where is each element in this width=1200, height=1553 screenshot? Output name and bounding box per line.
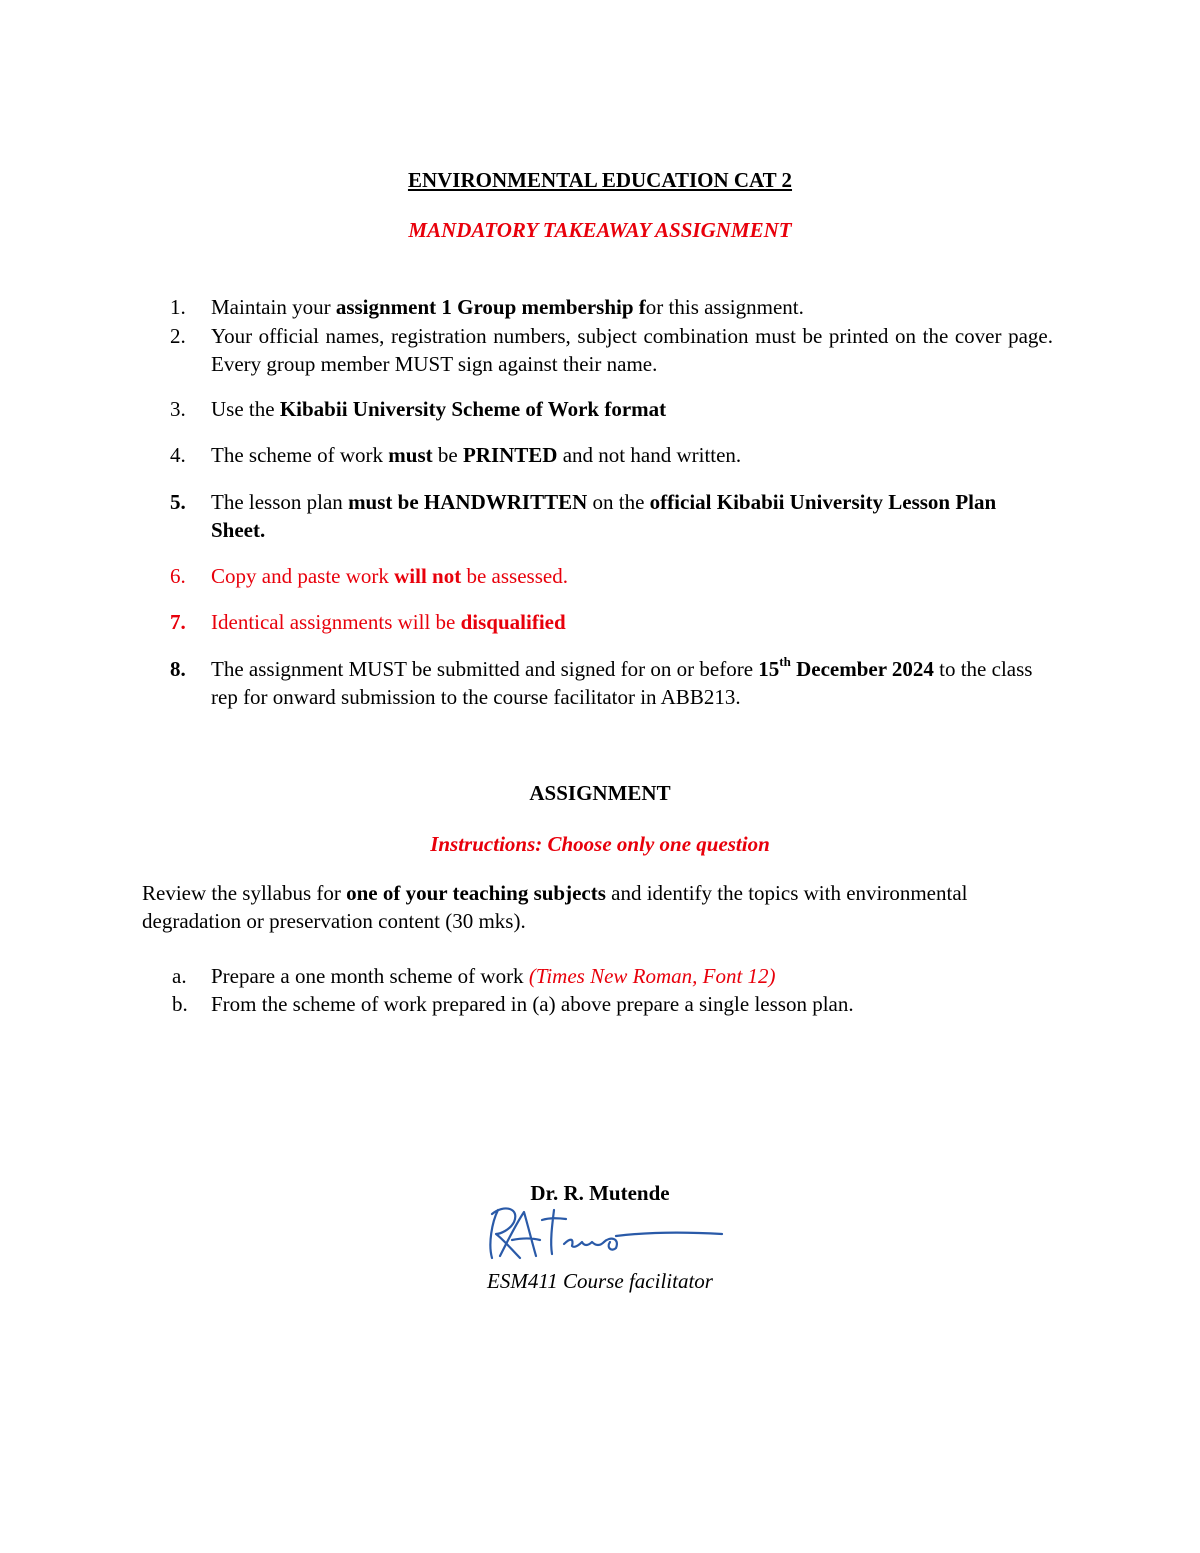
rule-number: 6. [170,564,186,588]
rule-text: Copy and paste work will not be assessed. [211,564,568,588]
assignment-heading: ASSIGNMENT [529,781,671,805]
document-subtitle: MANDATORY TAKEAWAY ASSIGNMENT [408,218,792,242]
rule-text: Your official names, registration numbers, subject combination must be printed on the cover page. Every group member MUST sign against their name. [211,324,1053,376]
signatory-name: Dr. R. Mutende [530,1181,670,1205]
rule-number: 1. [170,295,186,319]
rule-text: The lesson plan must be HANDWRITTEN on the official Kibabii University Lesson Plan Sheet. [211,490,997,542]
question-letter: a. [172,964,187,988]
rule-number: 8. [170,657,186,681]
rule-number: 3. [170,397,186,421]
rule-text: Identical assignments will be disqualified [211,610,566,634]
rule-text: The scheme of work must be PRINTED and not hand written. [211,443,742,467]
signatory-role: ESM411 Course facilitator [487,1269,713,1293]
rule-number: 7. [170,610,186,634]
assignment-instructions: Instructions: Choose only one question [430,832,770,856]
rule-number: 2. [170,324,186,348]
rule-number: 4. [170,443,186,467]
review-paragraph: Review the syllabus for one of your teaching subjects and identify the topics with environmental degradation or preservation content (30 mks). [142,881,968,933]
question-text: Prepare a one month scheme of work (Times New Roman, Font 12) [211,964,776,988]
rule-text: Use the Kibabii University Scheme of Work format [211,397,667,421]
question-letter: b. [172,992,188,1016]
question-text: From the scheme of work prepared in (a) above prepare a single lesson plan. [211,992,854,1016]
rule-text: The assignment MUST be submitted and signed for on or before 15th December 2024 to the class rep for onward submission to the course facilitator in ABB213. [211,654,1033,709]
rule-text: Maintain your assignment 1 Group membership for this assignment. [211,295,804,319]
handwritten-signature [478,1200,728,1272]
rule-number: 5. [170,490,186,514]
document-title: ENVIRONMENTAL EDUCATION CAT 2 [407,168,793,192]
